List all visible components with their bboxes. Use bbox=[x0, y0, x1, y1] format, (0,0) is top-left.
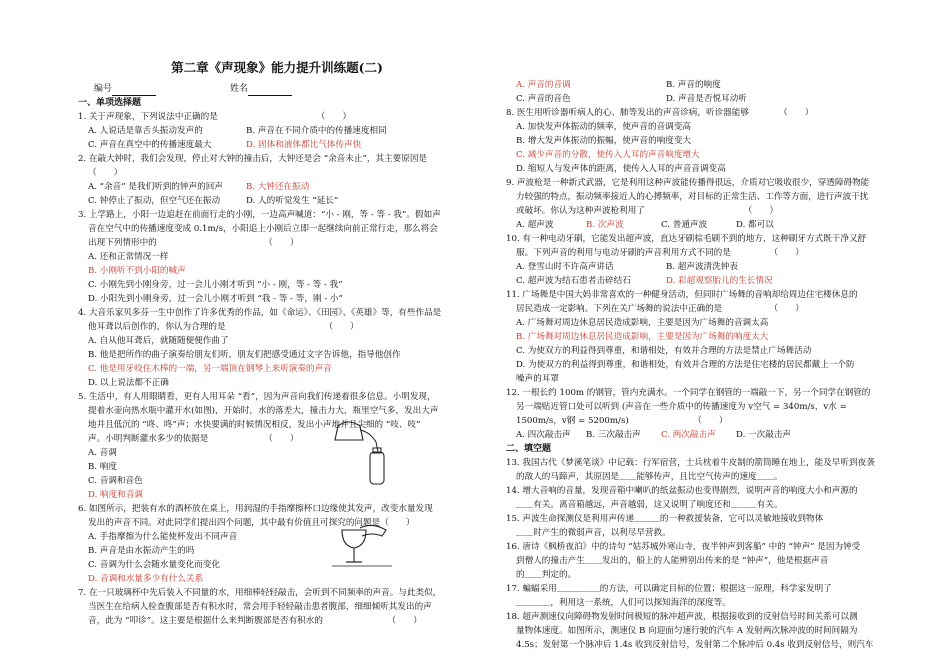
number-label: 编号 bbox=[94, 84, 113, 94]
section-heading-fill: 二、填空题 bbox=[506, 444, 552, 454]
question-line: B. 增大发声体振动的振幅，使声音的响度变大 bbox=[516, 136, 692, 146]
option-row bbox=[78, 180, 476, 194]
option-text[interactable]: D. 彩超观察胎儿的生长情况 bbox=[666, 276, 773, 286]
question-text: 7. 在一只玻璃杯中先后装入不同量的水，用细棒轻轻敲击，会听到不同频率的声音。与此类似， bbox=[78, 588, 442, 598]
option-row bbox=[506, 92, 888, 106]
left-column bbox=[78, 96, 476, 628]
question-text: 5. 生活中，有人用眼睛看，更有人用耳朵 “看”，因为声音向我们传递着很多信息。小明发现， bbox=[78, 392, 436, 402]
question-line: ＿＿有关。离音箱越远，声音越弱，这又说明了响度还和＿＿＿有关。 bbox=[516, 500, 783, 510]
question-line: 1500m/s，v钢 = 5200m/s) （ ） bbox=[516, 416, 728, 426]
question-line: C. 为使双方的利益得到尊重，和谐相处，有效并合理的方法是禁止广场舞活动 bbox=[516, 346, 812, 356]
question-line: C. 音调和音色 bbox=[88, 476, 143, 486]
option-text[interactable]: C. 普通声波 bbox=[661, 220, 708, 230]
question-line: D. 缩短人与发声体的距离，使传入人耳的声音音调变高 bbox=[516, 164, 726, 174]
question-line: C. 音调为什么会随水量变化而变化 bbox=[88, 560, 221, 570]
question-text: 9. 声波枪是一种新式武器，它是利用这种声波能传播得很远，介质对它吸收很少，穿透障碍物能 bbox=[506, 178, 870, 188]
option-row bbox=[506, 218, 888, 232]
question-line: A. 音调 bbox=[88, 448, 117, 458]
question-line: 居民造成一定影响。下列在关广场舞的说法中正确的是 （ ） bbox=[516, 304, 804, 314]
option-text[interactable]: C. 声音在真空中的传播速度最大 bbox=[88, 140, 212, 150]
question-line: A. 加快发声体振动的频率，使声音的音调变高 bbox=[516, 122, 691, 132]
question-line: B. 广场舞对周边休息居民造成影响，主要是因为广场舞的响度太大 bbox=[516, 332, 769, 342]
question-line: B. 声音是由水振动产生的吗 bbox=[88, 546, 195, 556]
option-row bbox=[78, 138, 476, 152]
right-question-list bbox=[506, 78, 888, 652]
question-line: （ ） bbox=[88, 168, 123, 178]
question-line: 当医生在给病人检查腹部是否有积水时，常会用手轻轻敲击患者腹部，细细倾听其发出的声 bbox=[88, 602, 432, 612]
option-text[interactable]: C. 两次敲击声 bbox=[661, 430, 716, 440]
question-line: D. 以上说法都不正确 bbox=[88, 378, 169, 388]
question-text: 14. 增大音响的音量，发现音箱中喇叭的纸盆振动也变得剧烈，说明声音的响度大小和声源的 bbox=[506, 486, 858, 496]
question-text: 18. 超声测速仪向障碍物发射时间极短的脉冲超声波，根据接收到的反射信号时间关系可以测 bbox=[506, 612, 858, 622]
question-line: A. 自从他耳聋后，就随随便便作曲了 bbox=[88, 336, 229, 346]
question-text: 2. 在敲大钟时，我们会发现，停止对大钟的撞击后，大钟还是会 “余音未止”，其主要原因是 bbox=[78, 154, 428, 164]
question-line: 另一端贴近管口处可以听到 (声音在一些介质中的传播速度为 v空气 = 340m/s，v水 = bbox=[516, 402, 847, 412]
page-title: 第二章《声现象》能力提升训练题(二) bbox=[171, 60, 383, 75]
question-line: ＿＿＿＿，利用这一系统，人们可以探知海洋的深度等。 bbox=[516, 598, 731, 608]
question-line: 力较强的特点，振动频率接近人的心搏频率，对目标的正常生活、工作等方面，进行声波干扰 bbox=[516, 192, 869, 202]
question-text: 16. 唐诗《枫桥夜泊》中的诗句 “姑苏城外寒山寺，夜半钟声到客船” 中的 “钟声” 是因为钟受 bbox=[506, 542, 861, 552]
question-text: 12. 一根长约 100m 的钢管，管内充满水。一个同学在钢管的一端敲一下，另一个同学在钢管的 bbox=[506, 388, 871, 398]
question-text: 1. 关于声现象，下列说法中正确的是 （ ） bbox=[78, 112, 352, 122]
question-line: D. 为使双方的利益得到尊重，和谐相处，有效并合理的方法是住宅楼的居民都戴上一个防 bbox=[516, 360, 855, 370]
option-row bbox=[506, 78, 888, 92]
option-row bbox=[506, 260, 888, 274]
question-line: C. 减少声音的分散，使传入人耳的声音响度增大 bbox=[516, 150, 700, 160]
right-column bbox=[506, 78, 888, 652]
question-line: 4.5s；发射第一个脉冲后 1.4s 收到反射信号，发射第二个脉冲后 0.4s 收到反射信号，则汽车 bbox=[516, 640, 874, 650]
question-text: 3. 上学路上，小阳一边追赶在前面行走的小刚，一边高声喊道：“小 - 刚，等 - 等 - 我”。假如声 bbox=[78, 210, 441, 220]
question-line: D. 音调和水量多少有什么关系 bbox=[88, 574, 204, 584]
question-text: 17. 蝙蝠采用＿＿＿＿＿的方法，可以确定目标的位置；根据这一原理，科学家发明了 bbox=[506, 584, 832, 594]
option-row bbox=[78, 124, 476, 138]
option-text[interactable]: B. 三次敲击声 bbox=[586, 430, 641, 440]
option-row bbox=[78, 194, 476, 208]
option-text[interactable]: A. 声音的音调 bbox=[516, 80, 571, 90]
option-text[interactable]: C. 超声波为结石患者击碎结石 bbox=[516, 276, 631, 286]
option-text[interactable]: A. “余音” 是我们听到的钟声的回声 bbox=[88, 182, 223, 192]
left-question-list bbox=[78, 110, 476, 628]
option-text[interactable]: B. 超声波清洗钟表 bbox=[666, 262, 738, 272]
question-line: C. 他是用牙咬住木棒的一端，另一端顶在钢琴上来听演奏的声音 bbox=[88, 364, 332, 374]
option-text[interactable]: D. 固体和液体都比气体传声快 bbox=[246, 140, 362, 150]
option-text[interactable]: A. 超声波 bbox=[516, 220, 554, 230]
question-line: 声。小明判断灌水多少的依据是 （ ） bbox=[88, 434, 299, 444]
option-text[interactable]: D. 一次敲击声 bbox=[736, 430, 792, 440]
option-text[interactable]: D. 声音是否悦耳动听 bbox=[666, 94, 747, 104]
option-text[interactable]: B. 大钟还在振动 bbox=[246, 182, 310, 192]
question-text: 8. 医生用听诊器听病人的心、肺等发出的声音诊病，听诊器能够 （ ） bbox=[506, 108, 814, 118]
question-line: ＿＿时产生的微弱声音，以利尽早营救。 bbox=[516, 528, 671, 538]
option-text[interactable]: A. 四次敲击声 bbox=[516, 430, 571, 440]
option-row bbox=[506, 428, 888, 442]
question-line: D. 响度和音调 bbox=[88, 490, 144, 500]
question-text: 4. 大音乐家贝多芬一生中创作了许多优秀的作品，如《命运》、《田园》、《英雄》等，有些作品是 bbox=[78, 308, 442, 318]
question-line: B. 他是把所作的曲子演奏给朋友们听，朋友们把感受通过文字告诉他，指导他创作 bbox=[88, 350, 401, 360]
option-text[interactable]: B. 次声波 bbox=[586, 220, 624, 230]
number-field bbox=[94, 82, 156, 96]
section-heading-choice: 一、单项选择题 bbox=[78, 98, 142, 108]
question-text: 10. 有一种电动牙刷，它能发出超声波，直达牙刷棕毛刷不到的地方，这种刷牙方式既干净又舒 bbox=[506, 234, 867, 244]
question-line: A. 广场舞对周边休息居民造成影响，主要是因为广场舞的音调太高 bbox=[516, 318, 769, 328]
option-text[interactable]: D. 都可以 bbox=[736, 220, 774, 230]
question-line: 到僧人的撞击产生＿＿发出的，船上的人能辨别出传来的是 “钟声”，他是根据声音 bbox=[516, 556, 829, 566]
question-line: 噪声的耳罩 bbox=[516, 374, 559, 384]
question-text: 6. 如图所示，把装有水的酒杯放在桌上，用润湿的手指摩擦杯口边缘使其发声，改变水量发现 bbox=[78, 504, 433, 514]
question-line: A. 还和正常情况一样 bbox=[88, 252, 169, 262]
option-text[interactable]: A. 登雪山时不许高声讲话 bbox=[516, 262, 614, 272]
question-text: 11. 广场舞是中国大妈非常喜欢的一种健身活动，但同时广场舞的音响却给周边住宅楼休息的 bbox=[506, 290, 858, 300]
wine-glass-figure bbox=[330, 520, 394, 570]
question-line: C. 小刚先到小刚身旁，过一会儿小刚才听到 “小 - 刚，等 - 等 - 我” bbox=[88, 280, 343, 290]
kettle-thermos-figure bbox=[330, 418, 390, 488]
question-line: 音在空气中的传播速度变成 0.1m/s，小阳追上小刚后立即一起继续向前正常行走，那么将会 bbox=[88, 224, 438, 234]
option-text[interactable]: A. 人说话是靠舌头振动发声的 bbox=[88, 126, 203, 136]
name-blank[interactable] bbox=[248, 85, 292, 96]
option-text[interactable]: D. 人的听觉发生 “延长” bbox=[246, 196, 339, 206]
question-line: 他耳聋以后创作的，你认为合理的是 （ ） bbox=[88, 322, 359, 332]
question-line: 的＿＿判定的。 bbox=[516, 570, 577, 580]
name-field bbox=[230, 82, 292, 96]
question-line: 音，此为 “叩诊”。这主要是根据什么来判断腹部是否有积水的 （ ） bbox=[88, 616, 422, 626]
question-line: 或破坏。你认为这种声波枪利用了 （ ） bbox=[516, 206, 779, 216]
question-line: 的敌人的马蹄声，其原因是＿＿能够传声，且比空气传声的速度＿＿。 bbox=[516, 472, 783, 482]
option-text[interactable]: C. 钟停止了振动，但空气还在振动 bbox=[88, 196, 221, 206]
question-line: B. 响度 bbox=[88, 462, 117, 472]
option-text[interactable]: B. 声音的响度 bbox=[666, 80, 721, 90]
question-line: 发出的声音不同。对此同学们提出四个问题，其中最有价值且可探究的问题是（ ） bbox=[88, 518, 415, 528]
number-blank[interactable] bbox=[112, 85, 156, 96]
name-label: 姓名 bbox=[230, 84, 249, 94]
question-text: 15. 声波生命探测仪是利用声传递＿＿＿的一种救援装备，它可以灵敏地接收到物体 bbox=[506, 514, 824, 524]
question-line: 地并且低沉的 “咚、咚”声；水快要满的时候情况相反，发出小声地并且尖细的 “吱、吱” bbox=[88, 420, 421, 430]
option-text[interactable]: C. 声音的音色 bbox=[516, 94, 571, 104]
question-line: B. 小刚听不到小阳的喊声 bbox=[88, 266, 186, 276]
question-line: A. 手指摩擦为什么能使杯发出不同声音 bbox=[88, 532, 238, 542]
question-line: D. 小阳先到小刚身旁，过一会儿小刚才听到 “我 - 等 - 等，刚 - 小” bbox=[88, 294, 343, 304]
question-line: 量物体速度。如图所示，测速仪 B 向迎面匀速行驶的汽车 A 发射两次脉冲波的时间间隔为 bbox=[516, 626, 858, 636]
question-line: 出现下列情形中的 （ ） bbox=[88, 238, 299, 248]
question-line: 提着水壶向热水瓶中灌开水(如图)，开始时，水的落差大，撞击力大，瓶里空气多，发出大声 bbox=[88, 406, 439, 416]
question-text: 13. 我国古代《梦溪笔谈》中记载：行军宿营，士兵枕着牛皮制的箭筒睡在地上，能及早听到夜袭 bbox=[506, 458, 875, 468]
option-text[interactable]: B. 声音在不同介质中的传播速度相同 bbox=[246, 126, 387, 136]
option-row bbox=[506, 274, 888, 288]
question-line: 服。下列声音的利用与电动牙刷的声音利用方式不同的是 （ ） bbox=[516, 248, 804, 258]
